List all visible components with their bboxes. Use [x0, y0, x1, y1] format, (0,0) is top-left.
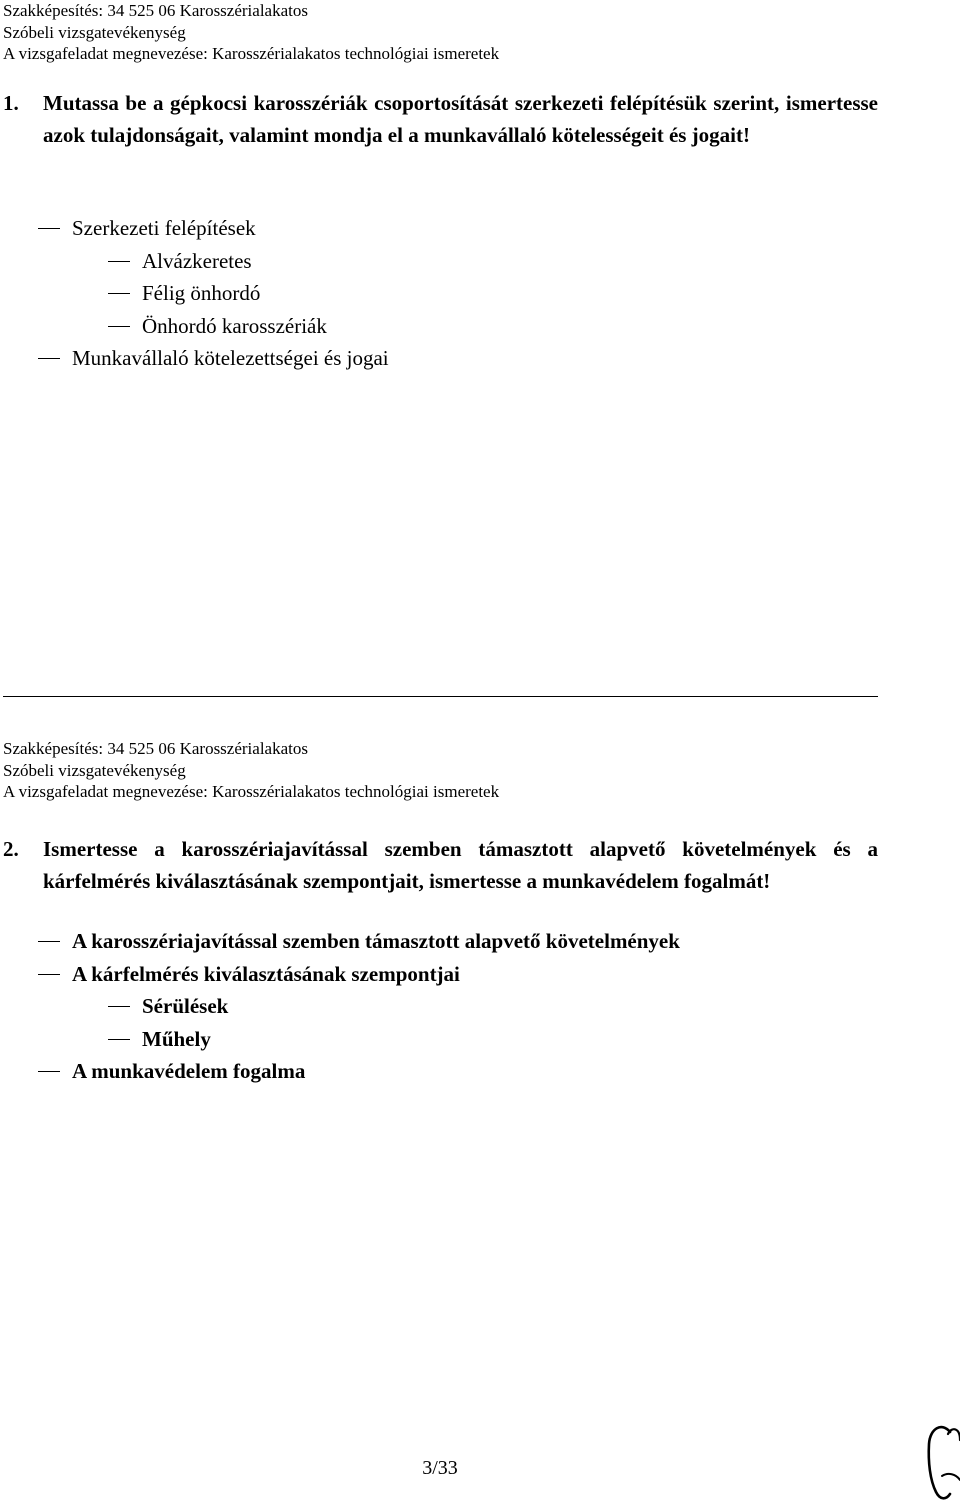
dash-bullet-icon: [108, 261, 130, 262]
outline-item-label: A kárfelmérés kiválasztásának szempontjai: [72, 961, 460, 986]
dash-bullet-icon: [38, 1071, 60, 1072]
outline-item-label: Félig önhordó: [142, 281, 261, 305]
outline-item-label: Sérülések: [142, 994, 229, 1018]
outline-item-label: Szerkezeti felépítések: [72, 216, 256, 240]
page-header-1: [3, 0, 499, 65]
question-text: Ismertesse a karosszériajavítással szemben támasztott alapvető követelmények és a kárfelmérés kiválasztásának szempontjait, ismertesse a munkavédelem fogalmát!: [43, 837, 878, 893]
dash-bullet-icon: [108, 1006, 130, 1007]
outline-item-label: Alvázkeretes: [142, 248, 252, 273]
page-header-2: [3, 738, 499, 803]
question-number: 1.: [3, 91, 19, 115]
dash-bullet-icon: [108, 1039, 130, 1040]
header-task-name: A vizsgafeladat megnevezése: Karosszérialakatos technológiai ismeretek: [3, 782, 500, 801]
outline-item-label: Műhely: [142, 1026, 211, 1051]
dash-bullet-icon: [38, 228, 60, 229]
handwritten-signature-icon: [920, 1418, 960, 1503]
header-qualification: Szakképesítés: 34 525 06 Karosszérialakatos: [3, 739, 308, 758]
dash-bullet-icon: [38, 974, 60, 975]
section-divider: [3, 696, 878, 697]
outline-item-label: Munkavállaló kötelezettségei és jogai: [72, 346, 389, 370]
question-1: [3, 87, 878, 151]
header-qualification: Szakképesítés: 34 525 06 Karosszérialakatos: [3, 1, 308, 20]
dash-bullet-icon: [38, 358, 60, 359]
outline-item-label: A karosszériajavítással szemben támasztott alapvető követelmények: [72, 929, 680, 953]
question-2: [3, 833, 878, 897]
header-activity: Szóbeli vizsgatevékenység: [3, 760, 186, 780]
header-task-name: A vizsgafeladat megnevezése: Karosszérialakatos technológiai ismeretek: [3, 44, 500, 63]
page-number: 3/33: [422, 1457, 458, 1479]
dash-bullet-icon: [38, 941, 60, 942]
question-number: 2.: [3, 837, 19, 861]
dash-bullet-icon: [108, 293, 130, 294]
outline-item-label: A munkavédelem fogalma: [72, 1059, 306, 1083]
outline-item-label: Önhordó karosszériák: [142, 313, 327, 338]
dash-bullet-icon: [108, 326, 130, 327]
question-text: Mutassa be a gépkocsi karosszériák csoportosítását szerkezeti felépítésük szerint, ismertesse azok tulajdonságait, valamint mondja el a munkavállaló kötelességeit és jogait!: [43, 91, 878, 147]
header-activity: Szóbeli vizsgatevékenység: [3, 22, 186, 42]
